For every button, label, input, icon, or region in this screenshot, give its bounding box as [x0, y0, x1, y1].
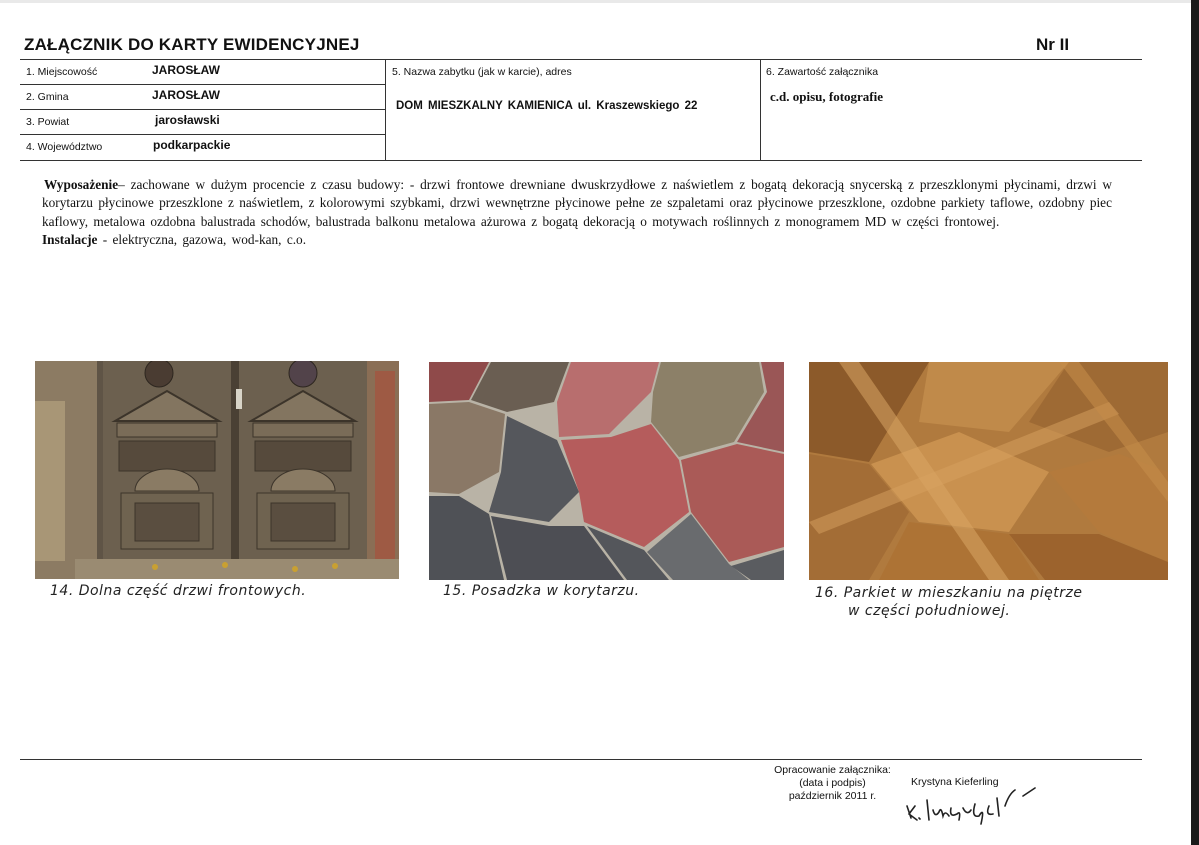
caption-photo-14: 14. Dolna część drzwi frontowych. [50, 583, 307, 599]
wojewodztwo-value: podkarpackie [153, 138, 231, 152]
corridor-floor-image [429, 362, 784, 580]
photo-front-door [35, 361, 399, 579]
row-divider-1 [20, 84, 386, 85]
zawartosc-label: 6. Zawartość załącznika [766, 66, 879, 78]
caption-photo-16-line1: 16. Parkiet w mieszkaniu na piętrze [815, 585, 1083, 601]
handwritten-signature [905, 786, 1055, 826]
description-block [42, 176, 1112, 249]
attachment-number: Nr II [1036, 35, 1070, 54]
nazwa-zabytku-value: DOM MIESZKALNY KAMIENICA ul. Kraszewskiego 22 [396, 100, 698, 112]
instalacje-label: Instalacje [42, 231, 98, 247]
wyposazenie-text: – zachowane w dużym procencie z czasu budowy: - drzwi frontowe drewniane dwuskrzydłowe z naświetlem z bogatą dekoracją snycerską z przeszklonymi płycinami, drzwi w korytarzu płycinowe przeszklone z naświetlem, z kolorowymi szybkami, drzwi wewnętrzne płycinowe pełne ze szpaletami oraz płycinowe przeszklone, ozdobne parkiety taflowe, ozdobny piec kaflowy, metalowa ozdobna balustrada schodów, balustrada balkonu metalowa ażurowa z bogatą dekoracją o motywach roślinnych z monogramem MD w części frontowej. [42, 177, 1112, 229]
nazwa-zabytku-label: 5. Nazwa zabytku (jak w karcie), adres [392, 66, 572, 78]
caption-photo-16-line2: w części południowej. [848, 603, 1011, 619]
powiat-value: jarosławski [155, 113, 220, 127]
prepared-label: Opracowanie załącznika: [774, 764, 891, 776]
gmina-value: JAROSŁAW [152, 88, 221, 102]
title-divider [20, 59, 1142, 60]
page-top-edge [0, 0, 1199, 3]
row-divider-2 [20, 109, 386, 110]
powiat-label: 3. Powiat [26, 116, 70, 128]
wojewodztwo-label: 4. Województwo [26, 141, 103, 153]
date-sign-label: (data i podpis) [799, 777, 866, 789]
preparation-date: październik 2011 r. [788, 790, 877, 802]
caption-photo-15: 15. Posadzka w korytarzu. [443, 583, 640, 599]
table-divider-right [760, 60, 761, 161]
photo-parquet [809, 362, 1168, 580]
table-divider-left [385, 60, 386, 161]
footer-divider [20, 759, 1142, 760]
parquet-image [809, 362, 1168, 580]
photo-corridor-floor [429, 362, 784, 580]
row-divider-3 [20, 134, 386, 135]
wyposazenie-label: Wyposażenie [44, 177, 119, 192]
scan-edge [1191, 0, 1199, 845]
table-bottom-border [20, 160, 1142, 161]
gmina-label: 2. Gmina [26, 91, 69, 103]
front-door-image [35, 361, 399, 579]
miejscowosc-value: JAROSŁAW [152, 63, 221, 77]
zawartosc-value: c.d. opisu, fotografie [770, 89, 884, 104]
author-name: Krystyna Kieferling [911, 776, 999, 788]
miejscowosc-label: 1. Miejscowość [26, 66, 98, 78]
instalacje-text: - elektryczna, gazowa, wod-kan, c.o. [97, 231, 307, 247]
document-title: ZAŁĄCZNIK DO KARTY EWIDENCYJNEJ [24, 35, 360, 54]
